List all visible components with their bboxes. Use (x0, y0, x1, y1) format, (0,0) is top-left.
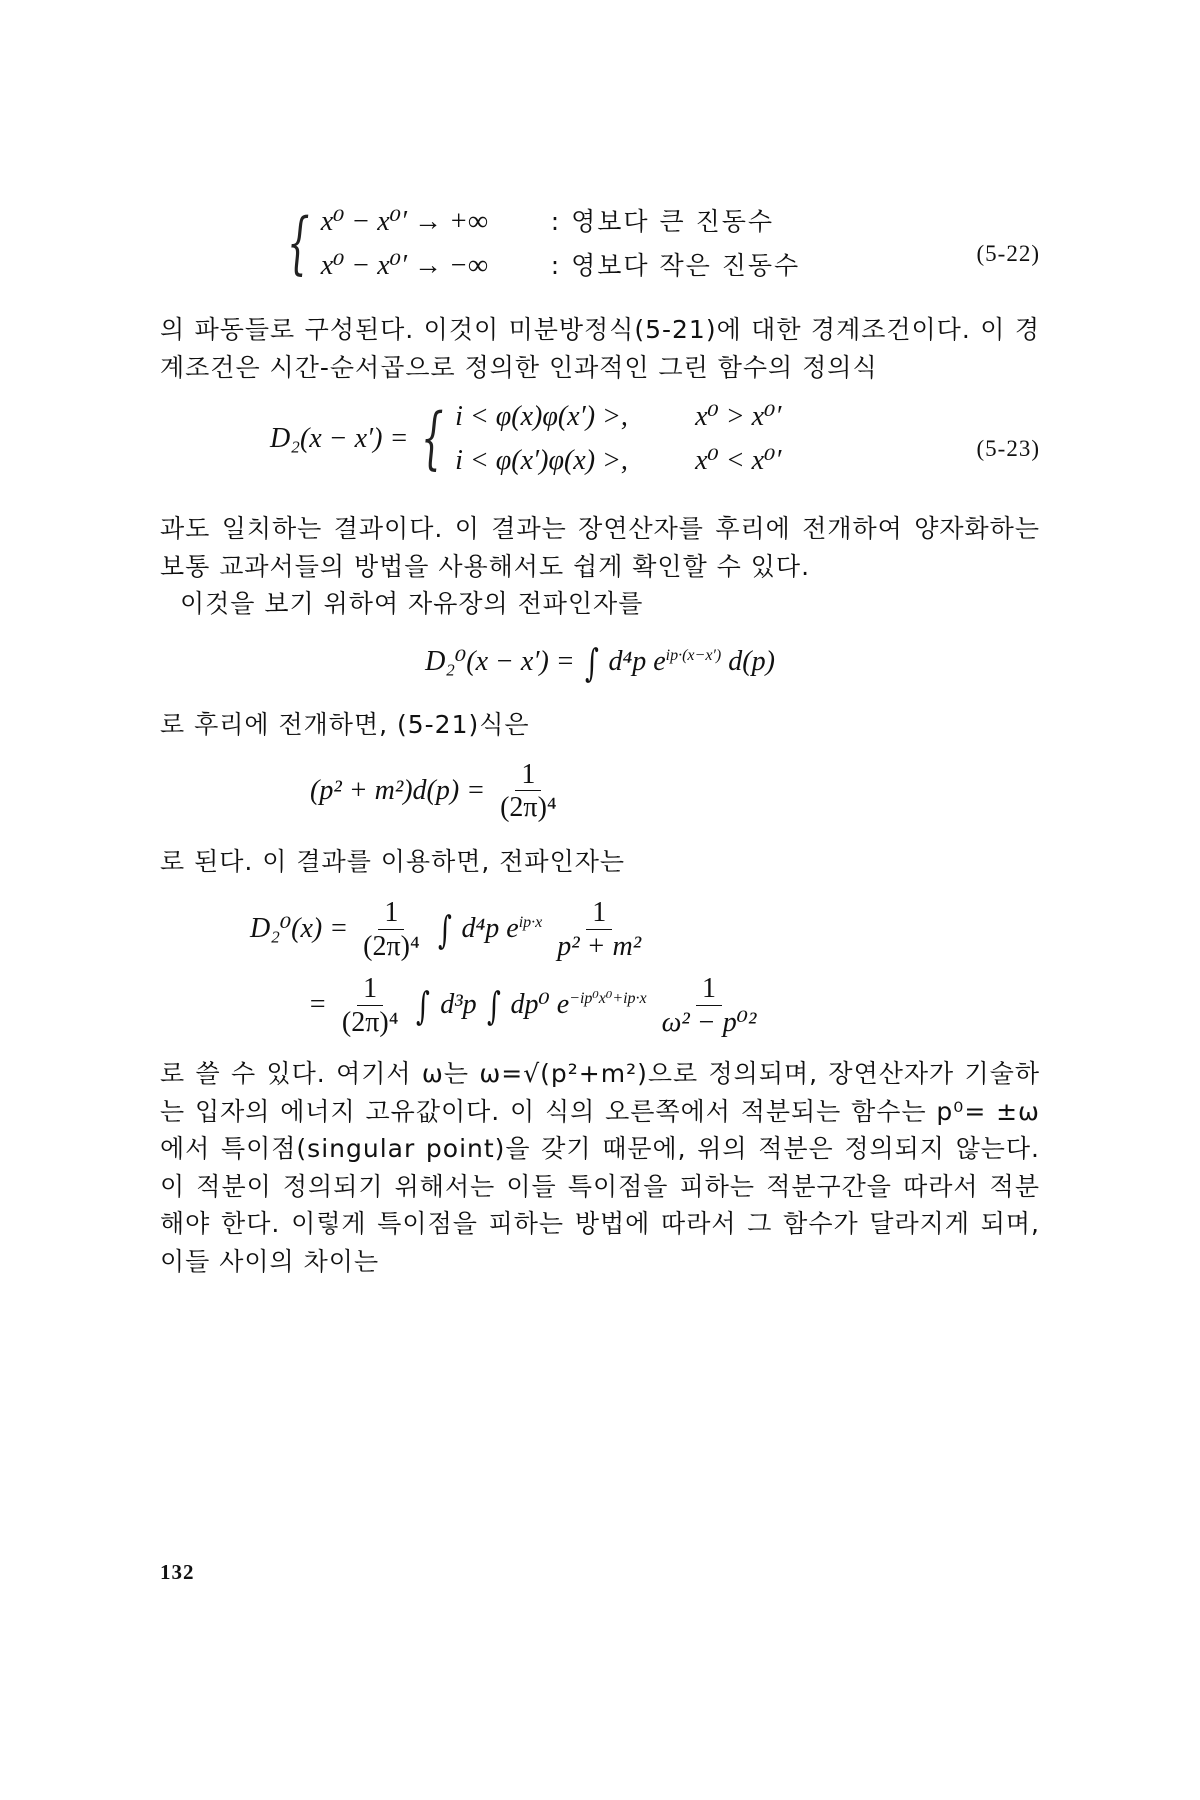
numerator: 1 (378, 898, 404, 930)
equation-lhs: D₂⁰(x) = (250, 913, 349, 945)
integrand-measure: d⁴p e (608, 645, 666, 677)
left-brace: { (421, 399, 444, 478)
numerator: 1 (696, 974, 722, 1006)
exponent: ip·x (518, 914, 543, 932)
case-expression: x⁰ − x⁰′ → −∞ (320, 249, 488, 281)
body-paragraph: 로 쓸 수 있다. 여기서 ω는 ω=√(p²+m²)으로 정의되며, 장연산자가 기술하는 입자의 에너지 고유값이다. 이 식의 오른쪽에서 적분되는 함수는 p⁰= ±ω에서 특이점(singular point)을 갖기 때문에, 위의 적분은 정의되지 않는다. 이 적분이 정의되기 위해서는 이들 특이점을 피하는 적분구간을 따라서 적분해야 한다. 이렇게 특이점을 피하는 방법에 따라서 그 함수가 달라지게 되며, 이들 사이의 차이는 (160, 1059, 1040, 1276)
integral-sign: ∫ (416, 983, 431, 1028)
exponent: ip·(x−x′) (665, 646, 722, 664)
case-description: : 영보다 큰 진동수 (550, 207, 775, 236)
equation-5-23-row-2 (455, 444, 781, 478)
integral-sign: ∫ (584, 640, 599, 685)
body-paragraph: 과도 일치하는 결과이다. 이 결과는 장연산자를 후리에 전개하여 양자화하는 보통 교과서들의 방법을 사용해서도 쉽게 확인할 수 있다. (160, 514, 1040, 581)
body-paragraph: 의 파동들로 구성된다. 이것이 미분방정식(5-21)에 대한 경계조건이다. 이 경계조건은 시간-순서곱으로 정의한 인과적인 그린 함수의 정의식 (160, 315, 1040, 382)
page-content (160, 205, 1040, 1280)
fraction (336, 974, 405, 1039)
case-condition: x⁰ < x⁰′ (695, 444, 782, 476)
body-paragraph: 이것을 보기 위하여 자유장의 전파인자를 (180, 589, 644, 618)
integrand-measure: d⁴p e (461, 913, 519, 945)
fraction (494, 760, 563, 825)
equation-5-23 (160, 400, 1040, 500)
equation-5-22-row-2 (321, 249, 800, 283)
equation-lhs: = (308, 988, 327, 1020)
denominator: (2π)⁴ (500, 792, 557, 824)
equation-momentum-space (160, 760, 1040, 825)
left-brace: { (287, 204, 310, 283)
numerator: 1 (586, 898, 612, 930)
case-expression: x⁰ − x⁰′ → +∞ (320, 206, 488, 237)
equation-5-22-cases (278, 205, 800, 282)
equation-5-22 (160, 205, 1040, 305)
equation-5-22-row-1 (321, 205, 800, 239)
case-expression: i < φ(x)φ(x′) >, (455, 401, 628, 432)
denominator: p² + m² (557, 931, 642, 963)
equation-propagator-result-1 (160, 898, 1040, 963)
body-paragraph: 로 된다. 이 결과를 이용하면, 전파인자는 (160, 846, 626, 876)
equation-5-23-body (270, 400, 781, 477)
fraction (551, 898, 647, 963)
integral-sign: ∫ (486, 983, 501, 1028)
fraction (357, 898, 426, 963)
equation-propagator (160, 641, 1040, 687)
integrand-measure: d³p (440, 988, 477, 1020)
integral-sign: ∫ (437, 908, 452, 953)
denominator: ω² − p⁰² (661, 1006, 757, 1038)
equation-lhs: D₂⁰(x − x′) = (425, 645, 575, 677)
case-condition: x⁰ > x⁰′ (695, 401, 782, 432)
equation-number: (5-23) (976, 436, 1040, 461)
equation-5-23-row-1 (455, 400, 781, 434)
page-number: 132 (160, 1560, 195, 1584)
equation-number: (5-22) (976, 241, 1040, 266)
equation-propagator-result-2 (160, 974, 1040, 1039)
fraction (656, 974, 763, 1039)
equation-lhs: (p² + m²)d(p) = (310, 774, 486, 806)
integrand-tail: d(p) (728, 645, 775, 677)
numerator: 1 (515, 760, 541, 792)
denominator: (2π)⁴ (341, 1006, 399, 1038)
exponent: −ip⁰x⁰+ip·x (569, 989, 647, 1007)
numerator: 1 (357, 974, 383, 1006)
body-paragraph: 로 후리에 전개하면, (5-21)식은 (160, 710, 530, 740)
case-expression: i < φ(x′)φ(x) >, (455, 444, 628, 476)
denominator: (2π)⁴ (363, 931, 420, 963)
integrand-measure: dp⁰ e (510, 988, 570, 1020)
equation-lhs: D₂(x − x′) = (270, 422, 409, 454)
case-description: : 영보다 작은 진동수 (550, 250, 801, 280)
